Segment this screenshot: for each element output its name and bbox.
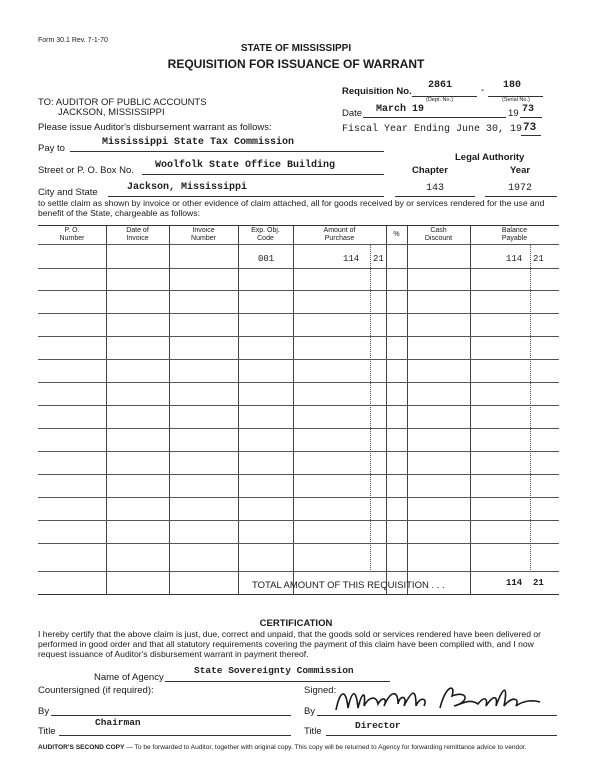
- header-cash-discount: Cash Discount: [424, 227, 453, 242]
- certification-text: I hereby certify that the above claim is just, due, correct and unpaid, that the goods sold or services rendered have been delivered or performed in good order and that all statutory requirements covering the payment of this claim have been complied with, and I now request issuance of Auditor's disbursement warrant in payment thereof.: [38, 629, 542, 659]
- table-row-line: [38, 474, 559, 475]
- fiscal-year-text: Fiscal Year Ending June 30, 19: [342, 124, 523, 135]
- agency-value: State Sovereignty Commission: [194, 665, 354, 676]
- state-heading: STATE OF MISSISSIPPI: [240, 43, 352, 54]
- city-label: City and State: [38, 187, 98, 198]
- serial-no-value: 180: [503, 80, 522, 91]
- title-label-right: Title: [304, 726, 322, 737]
- signature: [328, 680, 548, 720]
- date-year-value: 73: [522, 104, 535, 115]
- header-percent: %: [393, 231, 400, 238]
- form-id: Form 30.1 Rev. 7-1-70: [38, 37, 108, 44]
- dept-no-label: (Dept. No.): [426, 97, 453, 103]
- date-label: Date: [342, 108, 363, 119]
- year-value: 1972: [508, 183, 533, 194]
- table-row-line: [38, 497, 559, 498]
- street-value: Woolfolk State Office Building: [155, 160, 336, 171]
- signed-label: Signed:: [304, 685, 337, 696]
- to-line-2: JACKSON, MISSISSIPPI: [58, 107, 165, 118]
- requisition-label: Requisition No.: [342, 86, 412, 97]
- header-invoice-number: Invoice Number: [191, 227, 216, 242]
- certification-heading: CERTIFICATION: [259, 618, 333, 629]
- table-row-line: [38, 268, 559, 269]
- row-amount-dollars: 114: [343, 254, 360, 264]
- row-amount-cents: 21: [373, 254, 384, 264]
- city-value: Jackson, Mississippi: [127, 182, 248, 193]
- pay-to-value: Mississippi State Tax Commission: [102, 137, 295, 148]
- agency-label: Name of Agency: [94, 672, 164, 683]
- header-balance-payable: Balance Payable: [501, 227, 528, 242]
- table-row-line: [38, 290, 559, 291]
- table-row-line: [38, 313, 559, 314]
- header-amount-of-purchase: Amount of Purchase: [323, 227, 356, 242]
- form-title: REQUISITION FOR ISSUANCE OF WARRANT: [167, 57, 425, 71]
- footer-bold: AUDITOR'S SECOND COPY: [38, 744, 125, 751]
- chapter-value: 143: [426, 183, 445, 194]
- instruction-text: Please issue Auditor's disbursement warrant as follows:: [38, 122, 272, 133]
- serial-no-label: (Serial No.): [502, 97, 530, 103]
- legal-authority-label: Legal Authority: [455, 152, 525, 163]
- countersigned-label: Countersigned (if required):: [38, 685, 154, 696]
- table-row-line: [38, 382, 559, 383]
- date-value: March 19: [376, 104, 425, 115]
- title-label-left: Title: [38, 726, 56, 737]
- by-label-left: By: [38, 706, 50, 717]
- row-balance-dollars: 114: [506, 254, 523, 264]
- total-label: TOTAL AMOUNT OF THIS REQUISITION . . .: [252, 580, 445, 591]
- table-row-line: [38, 520, 559, 521]
- dept-no-value: 2861: [428, 80, 453, 91]
- table-row-line: [38, 359, 559, 360]
- title-value-right: Director: [355, 720, 401, 731]
- footer-note: [38, 744, 560, 752]
- table-row-line: [38, 336, 559, 337]
- header-po-number: P. O. Number: [59, 227, 85, 242]
- to-line-1: TO: AUDITOR OF PUBLIC ACCOUNTS: [38, 97, 207, 108]
- pay-to-label: Pay to: [38, 143, 65, 154]
- chapter-label: Chapter: [412, 165, 448, 176]
- settle-text: to settle claim as shown by invoice or other evidence of claim attached, all for goods received by or services rendered for the use and benefit of the State, chargeable as follows:: [38, 198, 545, 218]
- street-label: Street or P. O. Box No.: [38, 165, 134, 176]
- table-row-line: [38, 451, 559, 452]
- by-label-right: By: [304, 706, 316, 717]
- fiscal-year-value: 73: [523, 122, 537, 134]
- date-year-prefix: 19: [508, 108, 519, 119]
- row-exp-obj-code: 001: [258, 254, 275, 264]
- table-row-line: [38, 405, 559, 406]
- total-cents: 21: [533, 578, 544, 588]
- year-label: Year: [510, 165, 531, 176]
- title-value-left: Chairman: [95, 717, 141, 728]
- table-row-line: [38, 543, 559, 544]
- header-date-of-invoice: Date of Invoice: [126, 227, 149, 242]
- claims-table: [38, 225, 559, 595]
- row-balance-cents: 21: [533, 254, 544, 264]
- table-row-line: [38, 428, 559, 429]
- footer-text: — To be forwarded to Auditor, together with original copy. This copy will be returned to Agency for forwarding remittance advice to vendor.: [124, 744, 527, 751]
- total-dollars: 114: [506, 578, 523, 588]
- header-exp-obj-code: Exp. Obj. Code: [251, 227, 280, 242]
